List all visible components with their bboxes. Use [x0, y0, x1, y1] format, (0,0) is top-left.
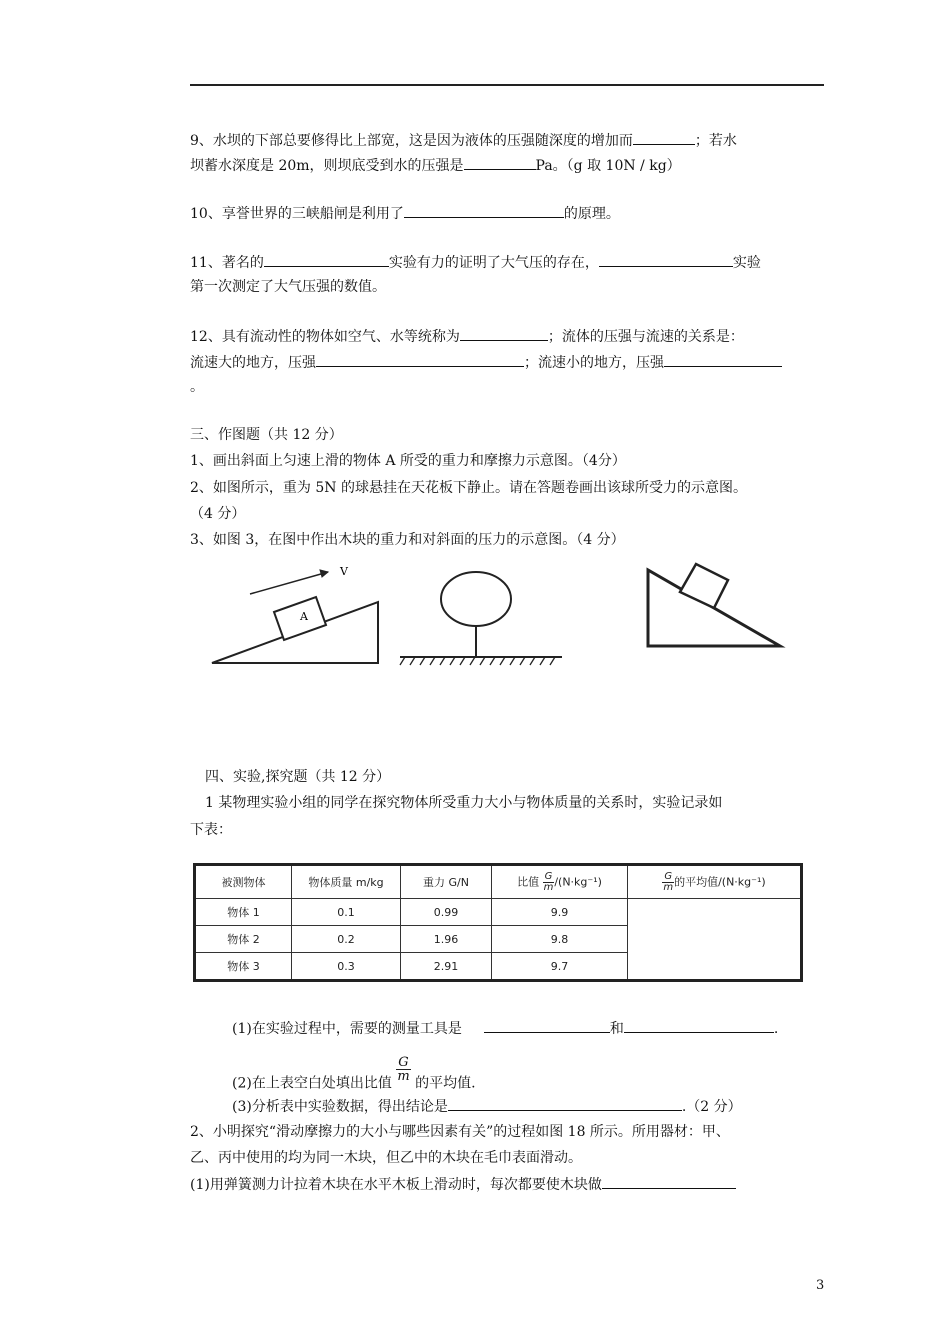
fraction-g-over-m: $\frac{G}{m}$ — [543, 870, 554, 893]
page-number: 3 — [816, 1278, 825, 1293]
ratio-unit: /(N·kg⁻¹) — [554, 875, 602, 888]
q2-line3-text: (1)用弹簧测力计拉着木块在水平木板上滑动时，每次都要使木块做 — [190, 1177, 602, 1193]
velocity-arrowhead — [320, 570, 328, 577]
table-cell: 9.7 — [492, 953, 628, 981]
hanging-ball-figure — [400, 572, 562, 665]
q11-text-a: 11、著名的 — [190, 255, 264, 271]
section4-intro-line2: 下表： — [190, 822, 232, 838]
section4-q2-line2: 乙、丙中使用的均为同一木块，但乙中的木块在毛巾表面滑动。 — [190, 1150, 582, 1166]
answer-blank — [460, 326, 548, 341]
incline-with-block-a — [212, 570, 378, 663]
answer-blank — [448, 1096, 682, 1111]
sub2-text-a: (2)在上表空白处填出比值 — [232, 1075, 392, 1092]
section4-intro-line1: 1 某物理实验小组的同学在探究物体所受重力大小与物体质量的关系时，实验记录如 — [205, 795, 723, 811]
section4-title: 四、实验,探究题（共 12 分） — [205, 769, 391, 785]
average-blank-cell[interactable] — [628, 899, 802, 981]
header-cell-ratio — [492, 865, 628, 899]
table-cell: 物体 1 — [195, 899, 292, 926]
velocity-arrow — [250, 572, 328, 594]
q11-line2: 第一次测定了大气压强的数值。 — [190, 279, 386, 295]
q12-text-a: 12、具有流动性的物体如空气、水等统称为 — [190, 329, 460, 345]
table-cell: 0.3 — [292, 953, 401, 981]
label-a: A — [300, 610, 308, 623]
header-cell: 物体质量 m/kg — [292, 865, 401, 899]
table-cell: 9.9 — [492, 899, 628, 926]
q10-text-b: 的原理。 — [563, 206, 620, 222]
q10-line — [190, 203, 620, 224]
answer-blank — [624, 1018, 774, 1033]
fraction-g-over-m: $\frac{G}{m}$ — [663, 870, 674, 893]
data-table — [193, 863, 803, 982]
table-header-row — [195, 865, 802, 899]
average-label: 的平均值/(N·kg⁻¹) — [674, 875, 766, 888]
diagram-figures — [200, 560, 800, 670]
answer-blank — [599, 252, 733, 267]
q9-line2 — [190, 155, 681, 176]
answer-blank — [404, 203, 564, 218]
table-cell: 0.2 — [292, 926, 401, 953]
sub3-text-b: .（2 分） — [681, 1099, 742, 1115]
table-cell: 1.96 — [401, 926, 492, 953]
section4-sub2 — [232, 1055, 476, 1097]
q12-line1 — [190, 326, 744, 347]
q12-text-c: 流速大的地方，压强 — [190, 355, 316, 371]
section4-sub1 — [232, 1018, 778, 1039]
answer-blank — [633, 130, 695, 145]
section3-q1: 1、画出斜面上匀速上滑的物体 A 所受的重力和摩擦力示意图。（4分） — [190, 453, 626, 469]
table-cell: 0.1 — [292, 899, 401, 926]
section3-title: 三、作图题（共 12 分） — [190, 427, 343, 443]
q11-text-c: 实验 — [732, 255, 761, 271]
ratio-label: 比值 — [517, 875, 540, 888]
section4-sub3 — [232, 1096, 742, 1117]
sub1-text-a: (1)在实验过程中，需要的测量工具是 — [232, 1021, 462, 1037]
q12-line2 — [190, 352, 782, 373]
section3-q2-line1: 2、如图所示，重为 5N 的球悬挂在天花板下静止。请在答题卷画出该球所受力的示意图。 — [190, 480, 747, 496]
header-cell-average — [628, 865, 802, 899]
section3-q2-line2: （4 分） — [190, 506, 246, 522]
sub1-text-b: 和 — [609, 1021, 624, 1037]
label-v: V — [340, 565, 348, 578]
wood-block — [680, 564, 728, 608]
header-cell: 被测物体 — [195, 865, 292, 899]
header-cell: 重力 G/N — [401, 865, 492, 899]
table-cell: 物体 2 — [195, 926, 292, 953]
section3-q3: 3、如图 3，在图中作出木块的重力和对斜面的压力的示意图。（4 分） — [190, 532, 625, 548]
q9-line1 — [190, 130, 737, 151]
q9-text-b: ；若水 — [694, 133, 737, 149]
q9-text-d: Pa。（g 取 10N / kg） — [535, 158, 681, 174]
sub2-text-b: 的平均值. — [415, 1075, 476, 1092]
q10-text-a: 10、享誉世界的三峡船闸是利用了 — [190, 206, 404, 222]
q11-text-b: 实验有力的证明了大气压的存在， — [388, 255, 599, 271]
fraction-g-over-m: $\frac{G}{m}$ — [397, 1055, 410, 1084]
answer-blank — [464, 155, 536, 170]
incline-with-block-figure3 — [648, 564, 780, 646]
table-cell: 物体 3 — [195, 953, 292, 981]
answer-blank — [316, 352, 524, 367]
sub1-text-c: . — [773, 1021, 779, 1037]
q12-text-d: ；流速小的地方，压强 — [524, 355, 664, 371]
answer-blank — [264, 252, 389, 267]
header-rule — [190, 84, 824, 86]
ball — [441, 572, 511, 626]
answer-blank — [664, 352, 782, 367]
section4-q2-line3 — [190, 1174, 736, 1195]
table-cell: 9.8 — [492, 926, 628, 953]
q9-text-a: 9、水坝的下部总要修得比上部宽，这是因为液体的压强随深度的增加而 — [190, 133, 633, 149]
q11-line1 — [190, 252, 761, 273]
answer-blank — [484, 1018, 610, 1033]
table-row — [195, 899, 802, 926]
section4-q2-line1: 2、小明探究“滑动摩擦力的大小与哪些因素有关”的过程如图 18 所示。所用器材：甲、 — [190, 1124, 730, 1140]
q12-line3: 。 — [190, 379, 204, 395]
q9-text-c: 坝蓄水深度是 20m，则坝底受到水的压强是 — [190, 158, 464, 174]
table-cell: 2.91 — [401, 953, 492, 981]
q12-text-b: ；流体的压强与流速的关系是： — [547, 329, 744, 345]
table-cell: 0.99 — [401, 899, 492, 926]
ground-hatching — [400, 657, 555, 665]
answer-blank — [602, 1174, 736, 1189]
sub3-text-a: (3)分析表中实验数据，得出结论是 — [232, 1099, 448, 1115]
